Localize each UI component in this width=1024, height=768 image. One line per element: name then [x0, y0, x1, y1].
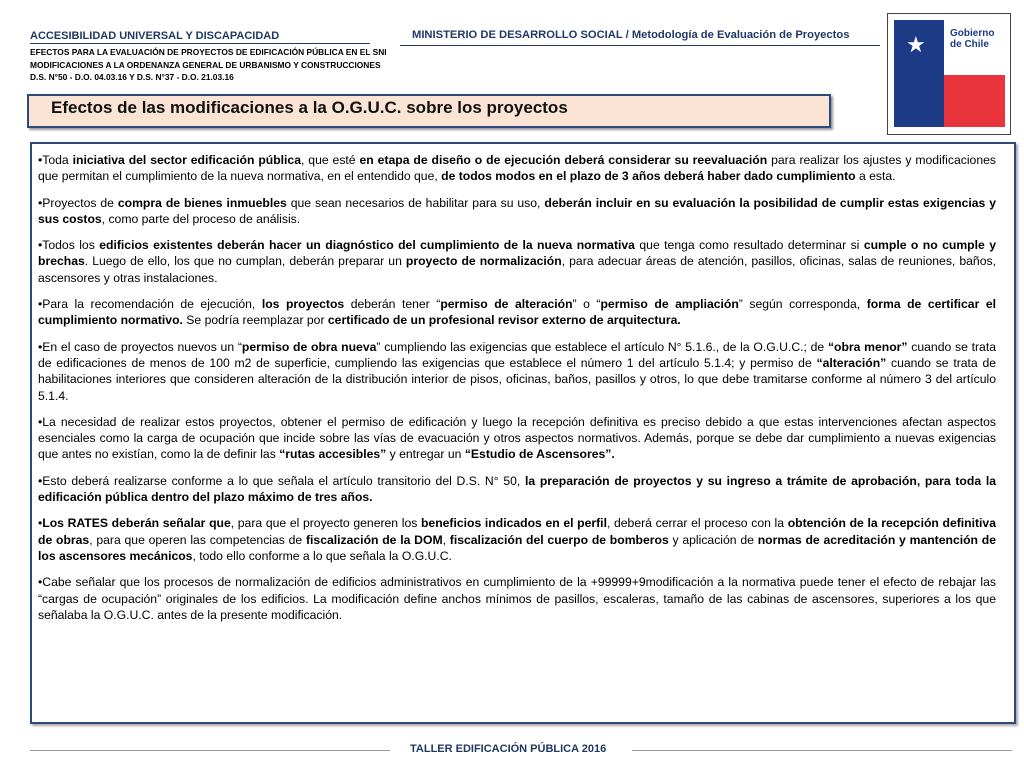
text-run: •Cabe señalar que los procesos de normalización de edificios administrativos en cumplimiento de la +99999+9modificación a la normativa puede tener el efecto de rebajar las “cargas de ocupación” originales de los edificios. La modificación define anchos mínimos de pasillos, escaleras, tamaño de las cabinas de ascensores, superiores a los que señalaba la O.G.U.C. antes de la presente modificación. — [38, 575, 996, 622]
header-subtitle-2: MODIFICACIONES A LA ORDENANZA GENERAL DE URBANISMO Y CONSTRUCCIONES — [30, 59, 381, 70]
bold-text-run: cumple o no cumple y brechas — [38, 238, 996, 269]
bold-text-run: obtención de la recepción definitiva de obras — [38, 516, 996, 547]
text-run: ” según corresponda, — [738, 297, 867, 312]
slide-title-box — [27, 94, 831, 128]
bold-text-run: “alteración” — [816, 355, 887, 370]
header-left — [30, 30, 470, 84]
bold-text-run: permiso de ampliación — [600, 297, 739, 312]
logo-red-block — [944, 75, 1005, 127]
bullet-list — [38, 152, 996, 633]
bullet-item — [38, 237, 996, 286]
text-run: y entregar un — [386, 447, 465, 462]
text-run: , deberá cerrar el proceso con la — [606, 516, 788, 531]
text-run: , para adecuar áreas de atención, pasillos, oficinas, salas de reuniones, baños, ascensores y otras instalaciones. — [38, 254, 996, 285]
bold-text-run: “rutas accesibles” — [279, 447, 387, 462]
bold-text-run: permiso de obra nueva — [241, 339, 377, 354]
text-run: , para que operen las competencias de — [89, 532, 306, 547]
text-run: , como parte del proceso de análisis. — [101, 211, 301, 226]
text-run: , — [442, 532, 450, 547]
text-run: •En el caso de proyectos nuevos un “ — [38, 339, 242, 354]
bold-text-run: iniciativa del sector edificación pública — [72, 153, 301, 167]
ministry-heading: MINISTERIO DE DESARROLLO SOCIAL / Metodología de Evaluación de Proyectos — [412, 29, 850, 41]
bullet-item — [38, 339, 996, 404]
bold-text-run: los proyectos — [261, 297, 345, 312]
bullet-item — [38, 574, 996, 623]
logo-text-line-1: Gobierno — [950, 28, 995, 39]
text-run: . Luego de ello, los que no cumplan, deberán preparar un — [84, 254, 406, 269]
ministry-divider — [400, 45, 880, 46]
text-run: ” o “ — [572, 297, 601, 312]
text-run: •Toda — [38, 153, 73, 167]
bold-text-run: edificios existentes deberán hacer un diagnóstico del cumplimiento de la nueva normativa — [99, 238, 635, 253]
text-run: cuando se trata de edificaciones de menos de 100 m2 de superficie, cumpliendo las exigencias que establece el número 1 del artículo 5.1.4; y permiso de — [38, 339, 996, 370]
text-run: •Esto deberá realizarse conforme a lo que señala el artículo transitorio del D.S. N° 50, — [38, 473, 525, 488]
text-run: , para que el proyecto generen los — [230, 516, 421, 531]
chile-shield-icon: ★ — [906, 32, 926, 57]
text-run: , que esté — [300, 153, 360, 167]
text-run: que sean necesarios de habilitar para su uso, — [286, 195, 545, 210]
bullet-item — [38, 473, 996, 506]
footer-divider-right — [632, 750, 1012, 751]
logo-text — [950, 28, 994, 50]
text-run: •Proyectos de — [38, 195, 118, 210]
text-run: a esta. — [855, 169, 896, 184]
bold-text-run: certificado de un profesional revisor externo de arquitectura. — [327, 313, 681, 328]
bold-text-run: proyecto de normalización — [405, 254, 562, 269]
bold-text-run: la preparación de proyectos y su ingreso a trámite de aprobación, para toda la edificación pública dentro del plazo máximo de tres años. — [38, 473, 996, 505]
bold-text-run: Los RATES deberán señalar que — [42, 516, 231, 531]
bold-text-run: “Estudio de Ascensores”. — [464, 447, 615, 462]
text-run: Se podría reemplazar por — [182, 313, 328, 328]
bullet-item — [38, 152, 996, 185]
bold-text-run: beneficios indicados en el perfil — [420, 516, 607, 531]
slide-title: Efectos de las modificaciones a la O.G.U.C. sobre los proyectos — [51, 98, 568, 117]
header-title: ACCESIBILIDAD UNIVERSAL Y DISCAPACIDAD — [30, 30, 370, 44]
footer-text: TALLER EDIFICACIÓN PÚBLICA 2016 — [410, 743, 607, 755]
content-box — [30, 142, 1016, 724]
text-run: para realizar los ajustes y modificaciones que permitan el cumplimiento de la nueva normativa, en el entendido que, — [38, 153, 996, 184]
bold-text-run: permiso de alteración — [440, 297, 573, 312]
bullet-item — [38, 414, 996, 463]
text-run: •Para la recomendación de ejecución, — [38, 297, 262, 312]
header-subtitle-1: EFECTOS PARA LA EVALUACIÓN DE PROYECTOS DE EDIFICACIÓN PÚBLICA EN EL SNI — [30, 47, 387, 57]
text-run: cuando se trata de habilitaciones interiores que consideren alteración de la distribución interior de pisos, oficinas, baños, pasillos y otros, lo que debe tramitarse conforme al número 3 del artículo 5.1.4. — [38, 355, 997, 403]
text-run: y aplicación de — [668, 532, 758, 547]
text-run: que tenga como resultado determinar si — [634, 238, 864, 253]
bold-text-run: fiscalización del cuerpo de bomberos — [449, 532, 669, 547]
bullet-item — [38, 515, 996, 564]
bullet-item — [38, 195, 996, 228]
text-run: , todo ello conforme a lo que señala la O.G.U.C. — [192, 548, 452, 563]
bold-text-run: fiscalización de la DOM — [305, 532, 443, 547]
text-run: deberán tener “ — [344, 297, 441, 312]
bold-text-run: en etapa de diseño o de ejecución deberá considerar su reevaluación — [359, 153, 768, 167]
bold-text-run: deberán incluir en su evaluación la posibilidad de cumplir estas exigencias y sus costos — [38, 195, 996, 226]
bullet-item — [38, 296, 996, 329]
header-subtitle-3: D.S. N°50 - D.O. 04.03.16 Y D.S. N°37 - D.O. 21.03.16 — [30, 72, 234, 82]
text-run: ” cumpliendo las exigencias que establece el artículo N° 5.1.6., de la O.G.U.C.; de — [376, 339, 828, 354]
text-run: •La necesidad de realizar estos proyectos, obtener el permiso de edificación y luego la recepción definitiva es preciso debido a que estas intervenciones afectan aspectos esenciales como la carga de ocupación que incide sobre las vías de evacuación y otros aspectos normativos. Además, porque se debe dar cumplimiento a nuevas exigencias que antes no existían, como la de definir las — [38, 414, 996, 462]
bold-text-run: forma de certificar el cumplimiento normativo. — [38, 297, 997, 328]
bold-text-run: normas de acreditación y mantención de los ascensores mecánicos — [38, 532, 996, 563]
bold-text-run: “obra menor” — [827, 339, 908, 354]
footer-divider-left — [30, 750, 390, 751]
bold-text-run: de todos modos en el plazo de 3 años deberá haber dado cumplimiento — [441, 169, 856, 184]
text-run: •Todos los — [38, 238, 100, 253]
gobierno-de-chile-logo — [887, 13, 1011, 135]
bold-text-run: compra de bienes inmuebles — [117, 195, 287, 210]
text-run: • — [38, 516, 43, 531]
logo-text-line-2: de Chile — [950, 39, 989, 50]
